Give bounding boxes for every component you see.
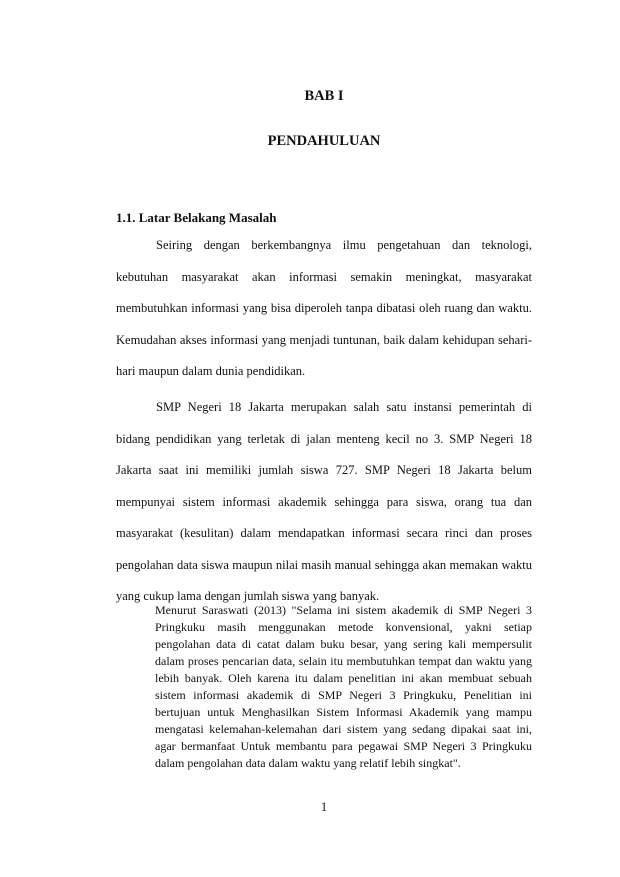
- chapter-number: BAB I: [304, 88, 344, 104]
- paragraph-2: SMP Negeri 18 Jakarta merupakan salah satu instansi pemerintah di bidang pendidikan yang terletak di jalan menteng kecil no 3. SMP Negeri 18 Jakarta saat ini memiliki jumlah siswa 727. SMP Negeri 18 Jakarta belum mempunyai sistem informasi akademik sehingga para siswa, orang tua dan masyarakat (kesulitan) dalam mendapatkan informasi secara rinci dan proses pengolahan data siswa maupun nilai masih manual sehingga akan memakan waktu yang cukup lama dengan jumlah siswa yang banyak.: [116, 400, 532, 603]
- page-number: 1: [320, 800, 328, 814]
- block-quote: Menurut Saraswati (2013) "Selama ini sistem akademik di SMP Negeri 3 Pringkuku masih menggunakan metode konvensional, yakni setiap pengolahan data di catat dalam buku besar, yang sering kali mempersulit dalam proses pencarian data, selain itu membutuhkan tempat dan waktu yang lebih banyak. Oleh karena itu dalam penelitian ini akan membuat sebuah sistem informasi akademik di SMP Negeri 3 Pringkuku, Penelitian ini bertujuan untuk Menghasilkan Sistem Informasi Akademik yang mampu mengatasi kelemahan-kelemahan dari sistem yang sedang dipakai saat ini, agar bermanfaat Untuk membantu para pegawai SMP Negeri 3 Pringkuku dalam pengolahan data dalam waktu yang relatif lebih singkat".: [155, 603, 532, 770]
- paragraph-1: Seiring dengan berkembangnya ilmu pengetahuan dan teknologi, kebutuhan masyarakat akan informasi semakin meningkat, masyarakat membutuhkan informasi yang bisa diperoleh tanpa dibatasi oleh ruang dan waktu. Kemudahan akses informasi yang menjadi tuntunan, baik dalam kehidupan sehari-hari maupun dalam dunia pendidikan.: [116, 238, 532, 378]
- chapter-title: PENDAHULUAN: [267, 133, 381, 149]
- section-heading: 1.1. Latar Belakang Masalah: [116, 210, 277, 225]
